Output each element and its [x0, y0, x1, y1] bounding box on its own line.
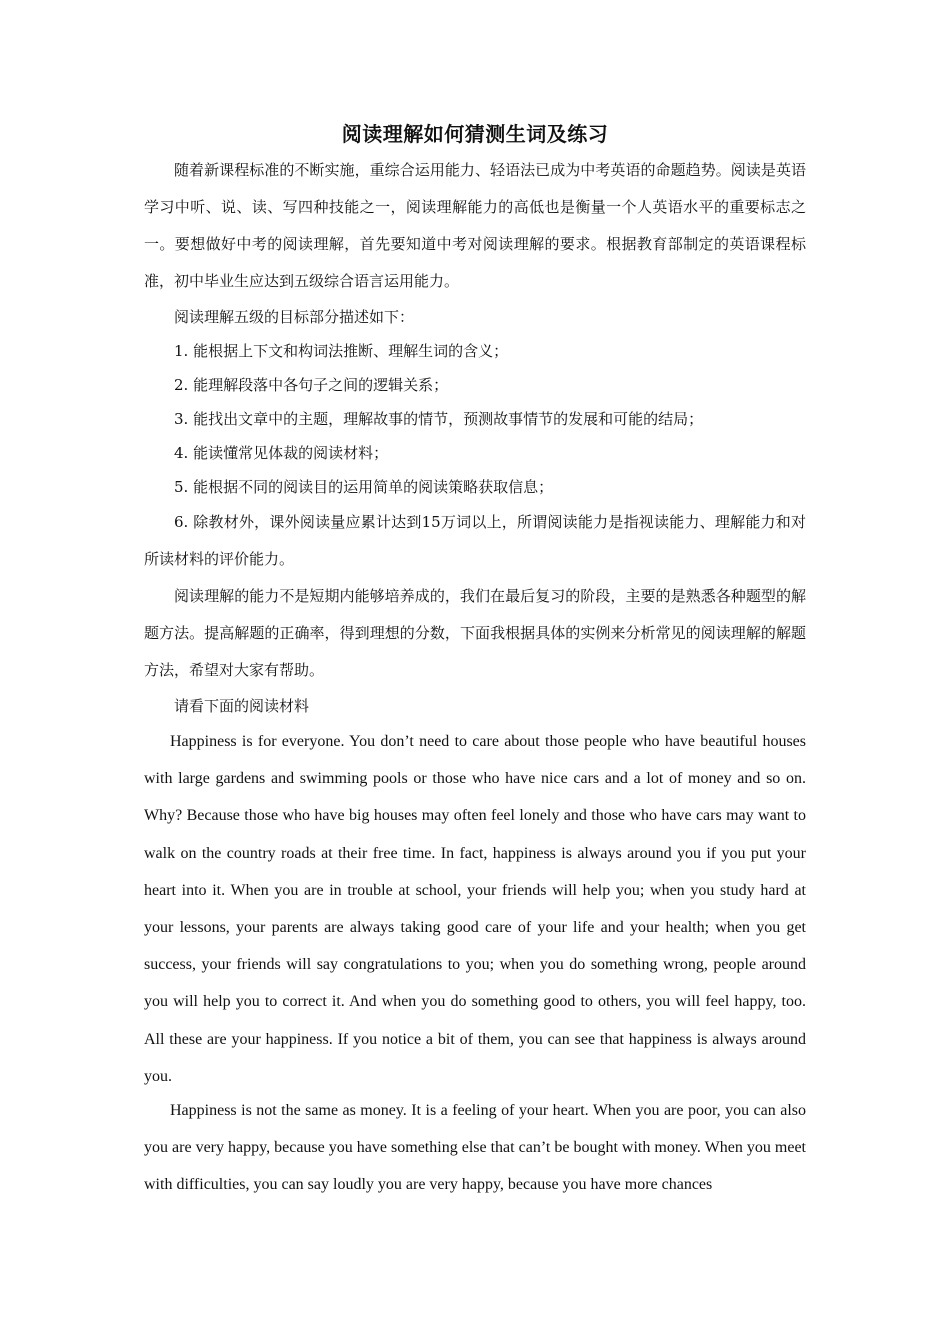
- intro-paragraph: 随着新课程标准的不断实施，重综合运用能力、轻语法已成为中考英语的命题趋势。阅读是英语学习中听、说、读、写四种技能之一，阅读理解能力的高低也是衡量一个人英语水平的重要标志之一。要想做好中考的阅读理解，首先要知道中考对阅读理解的要求。根据教育部制定的英语课程标准，初中毕业生应达到五级综合语言运用能力。: [144, 161, 806, 290]
- material-prompt: 请看下面的阅读材料: [174, 697, 310, 715]
- goal-item-4: 4. 能读懂常见体裁的阅读材料；: [174, 444, 389, 462]
- document-title: 阅读理解如何猜测生词及练习: [341, 122, 609, 146]
- goal-item-6: 6. 除教材外，课外阅读量应累计达到15万词以上，所谓阅读能力是指视读能力、理解能力和对所读材料的评价能力。: [144, 513, 806, 568]
- passage-paragraph-1: Happiness is for everyone. You don’t need to care about those people who have beautiful houses with large gardens and swimming pools or those who have nice cars and a lot of money and so on. Why? Because those who have big houses may often feel lonely and those who have cars may want to walk on the country roads at their free time. In fact, happiness is always around you if you put your heart into it. When you are in trouble at school, your friends will help you; when you study hard at your lessons, your parents are always taking good care of your life and your health; when you get success, your friends will say congratulations to you; when you do something wrong, people around you will help you to correct it. And when you do something good to others, you will feel happy, too. All these are your happiness. If you notice a bit of them, you can see that happiness is always around you.: [144, 733, 806, 1085]
- chinese-section: [144, 152, 806, 723]
- goal-item-3: 3. 能找出文章中的主题，理解故事的情节，预测故事情节的发展和可能的结局；: [174, 410, 704, 428]
- reading-passage: [144, 723, 806, 1204]
- goal-item-5: 5. 能根据不同的阅读目的运用简单的阅读策略获取信息；: [174, 478, 554, 496]
- document-page: [144, 120, 806, 1204]
- goals-heading: 阅读理解五级的目标部分描述如下：: [174, 308, 415, 326]
- method-paragraph: 阅读理解的能力不是短期内能够培养成的，我们在最后复习的阶段，主要的是熟悉各种题型的解题方法。提高解题的正确率，得到理想的分数，下面我根据具体的实例来分析常见的阅读理解的解题方法，希望对大家有帮助。: [144, 587, 806, 679]
- goal-item-2: 2. 能理解段落中各句子之间的逻辑关系；: [174, 376, 449, 394]
- passage-paragraph-2: Happiness is not the same as money. It is a feeling of your heart. When you are poor, you can also you are very happy, because you have something else that can’t be bought with money. When you meet with difficulties, you can say loudly you are very happy, because you have more chances: [144, 1102, 806, 1194]
- goal-item-1: 1. 能根据上下文和构词法推断、理解生词的含义；: [174, 342, 509, 360]
